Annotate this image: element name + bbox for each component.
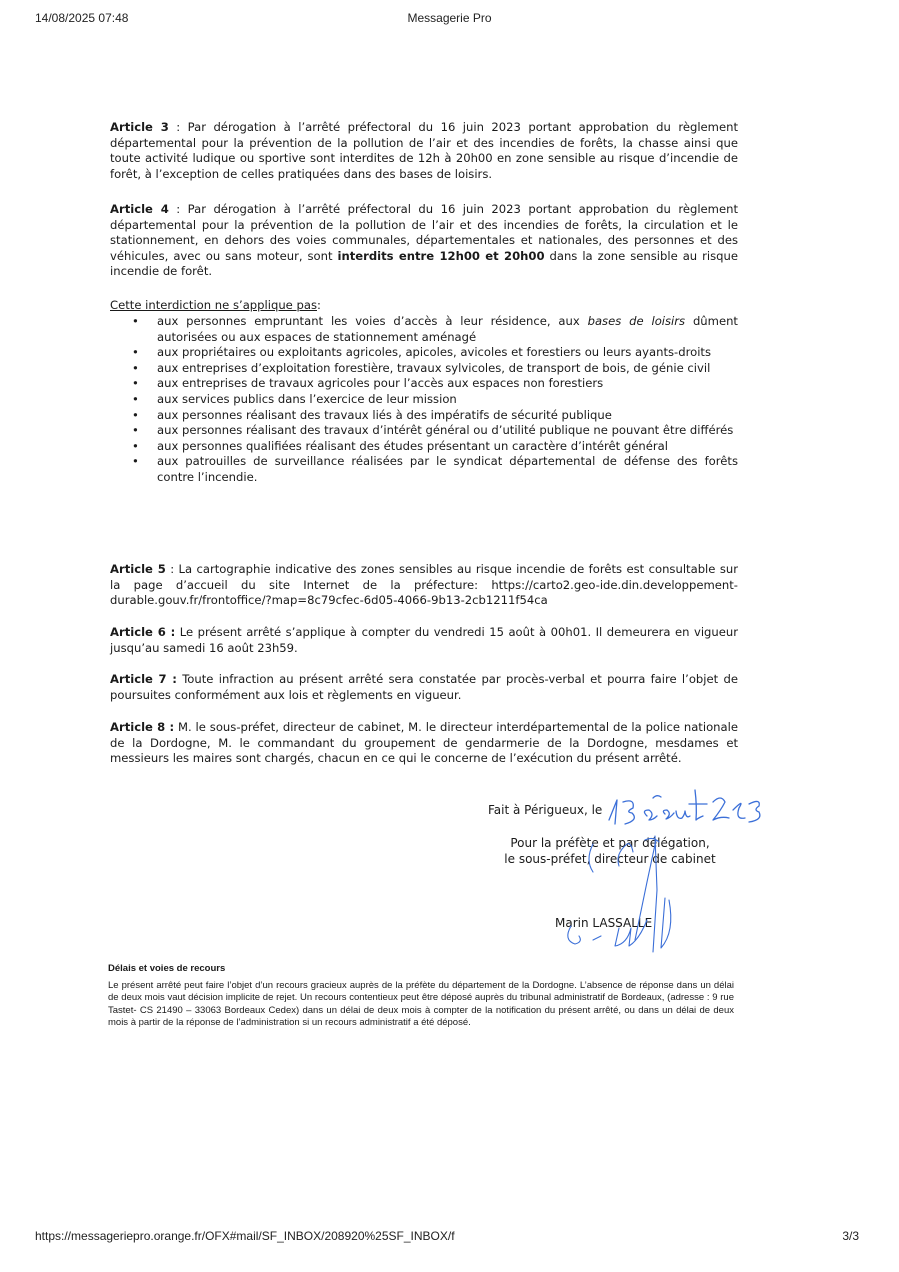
print-title: Messagerie Pro xyxy=(407,11,492,25)
article-3 xyxy=(110,120,738,182)
article-7-text: Toute infraction au présent arrêté sera constatée par procès-verbal et pourra faire l’objet de poursuites conformément aux lois et règlements en vigueur. xyxy=(110,672,738,702)
exclusions-heading-text: Cette interdiction ne s’applique pas xyxy=(110,298,317,312)
article-3-text: : Par dérogation à l’arrêté préfectoral du 16 juin 2023 portant approbation du règlement départemental pour la prévention de la pollution de l’air et des incendies de forêts, la chasse ainsi que toute activité ludique ou sportive sont interdites de 12h à 20h00 en zone sensible au risque d’incendie de forêt, à l’exception de celles pratiquées dans des bases de loisirs. xyxy=(110,120,738,181)
print-date: 14/08/2025 07:48 xyxy=(35,11,129,25)
article-4 xyxy=(110,202,738,280)
list-item: • aux patrouilles de surveillance réalisées par le syndicat départemental de défense des forêts contre l’incendie. xyxy=(110,454,738,485)
article-5 xyxy=(110,562,738,609)
list-item-text: aux personnes empruntant les voies d’accès à leur résidence, aux xyxy=(157,314,588,328)
exclusions-heading-colon: : xyxy=(316,298,321,312)
list-item: • aux entreprises d’exploitation forestière, travaux sylvicoles, de transport de bois, de génie civil xyxy=(110,361,738,377)
print-url: https://messageriepro.orange.fr/OFX#mail/SF_INBOX/208920%25SF_INBOX/f xyxy=(35,1229,455,1243)
signature-flourish xyxy=(568,836,671,952)
article-7 xyxy=(110,672,738,703)
list-item xyxy=(110,314,738,345)
article-8-text: M. le sous-préfet, directeur de cabinet, M. le directeur interdépartemental de la police nationale de la Dordogne, M. le commandant du groupement de gendarmerie de la Dordogne, mesdames et messieurs les maires sont chargés, chacun en ce qui le concerne de l’exécution du présent arrêté. xyxy=(110,720,738,766)
article-4-text-after: dans la zone sensible au risque incendie de forêt. xyxy=(110,248,738,279)
article-8 xyxy=(110,720,738,767)
list-item: • aux personnes réalisant des travaux liés à des impératifs de sécurité publique xyxy=(110,408,738,424)
article-4-emphasis: interdits entre 12h00 et 20h00 xyxy=(337,248,545,263)
list-item: • aux personnes réalisant des travaux d’intérêt général ou d’utilité publique ne pouvant être différés xyxy=(110,423,738,439)
article-8-label: Article 8 : xyxy=(110,720,175,734)
list-item: • aux personnes qualifiées réalisant des études présentant un caractère d’intérêt général xyxy=(110,439,738,455)
list-item: • aux propriétaires ou exploitants agricoles, apicoles, avicoles et forestiers ou leurs ayants-droits xyxy=(110,345,738,361)
list-item: • aux services publics dans l’exercice de leur mission xyxy=(110,392,738,408)
article-5-text: : La cartographie indicative des zones sensibles au risque incendie de forêts est consultable sur la page d’accueil du site Internet de la préfecture: https://carto2.geo-ide.din.developpement-durable.gouv.fr/frontoffice/?map=8c79cfec-6d05-4066-9b13-2cb1211f54ca xyxy=(110,562,738,608)
exclusions-heading xyxy=(110,298,738,314)
article-6-label: Article 6 : xyxy=(110,625,176,639)
page-number: 3/3 xyxy=(842,1229,859,1243)
article-3-label: Article 3 xyxy=(110,120,169,134)
signature-place: Fait à Périgueux, le xyxy=(488,803,603,817)
handwritten-signature xyxy=(535,780,775,955)
handwritten-date xyxy=(609,790,760,824)
signature-line-1: Pour la préfète et par délégation, xyxy=(510,836,710,850)
exclusions-list xyxy=(110,314,738,486)
article-4-text-before: : Par dérogation à l’arrêté préfectoral du 16 juin 2023 portant approbation du règlement départemental pour la prévention de la pollution de l’air et des incendies de forêts, la circulation et le stationnement, en dehors des voies communales, départementales et nationales, des personnes et des véhicules, avec ou sans moteur, sont xyxy=(110,202,738,263)
article-4-label: Article 4 xyxy=(110,202,169,216)
list-item-italic: bases de loisirs xyxy=(587,314,686,328)
recours-text: Le présent arrêté peut faire l’objet d’un recours gracieux auprès de la préfète du département de la Dordogne. L’absence de réponse dans un délai de deux mois vaut décision implicite de rejet. Un recours contentieux peut être déposé auprès du tribunal administratif de Bordeaux, (adresse : 9 rue Tastet- CS 21490 – 33063 Bordeaux Cedex) dans un délai de deux mois à compter de la notification du présent arrêté, ou dans un délai de deux mois à partir de la réponse de l’administration si un recours administratif a été déposé. xyxy=(108,980,734,1028)
list-item: • aux entreprises de travaux agricoles pour l’accès aux espaces non forestiers xyxy=(110,376,738,392)
article-6-text: Le présent arrêté s’applique à compter du vendredi 15 août à 00h01. Il demeurera en vigueur jusqu’au samedi 16 août 23h59. xyxy=(110,625,738,655)
article-6 xyxy=(110,625,738,656)
signature-line-2: le sous-préfet, directeur de cabinet xyxy=(504,852,716,866)
article-7-label: Article 7 : xyxy=(110,672,177,686)
recours-title: Délais et voies de recours xyxy=(108,963,226,974)
list-item-text: dûment autorisées ou aux espaces de stationnement aménagé xyxy=(157,314,738,344)
article-5-label: Article 5 xyxy=(110,562,166,576)
signatory-name: Marin LASSALLE xyxy=(555,916,653,930)
